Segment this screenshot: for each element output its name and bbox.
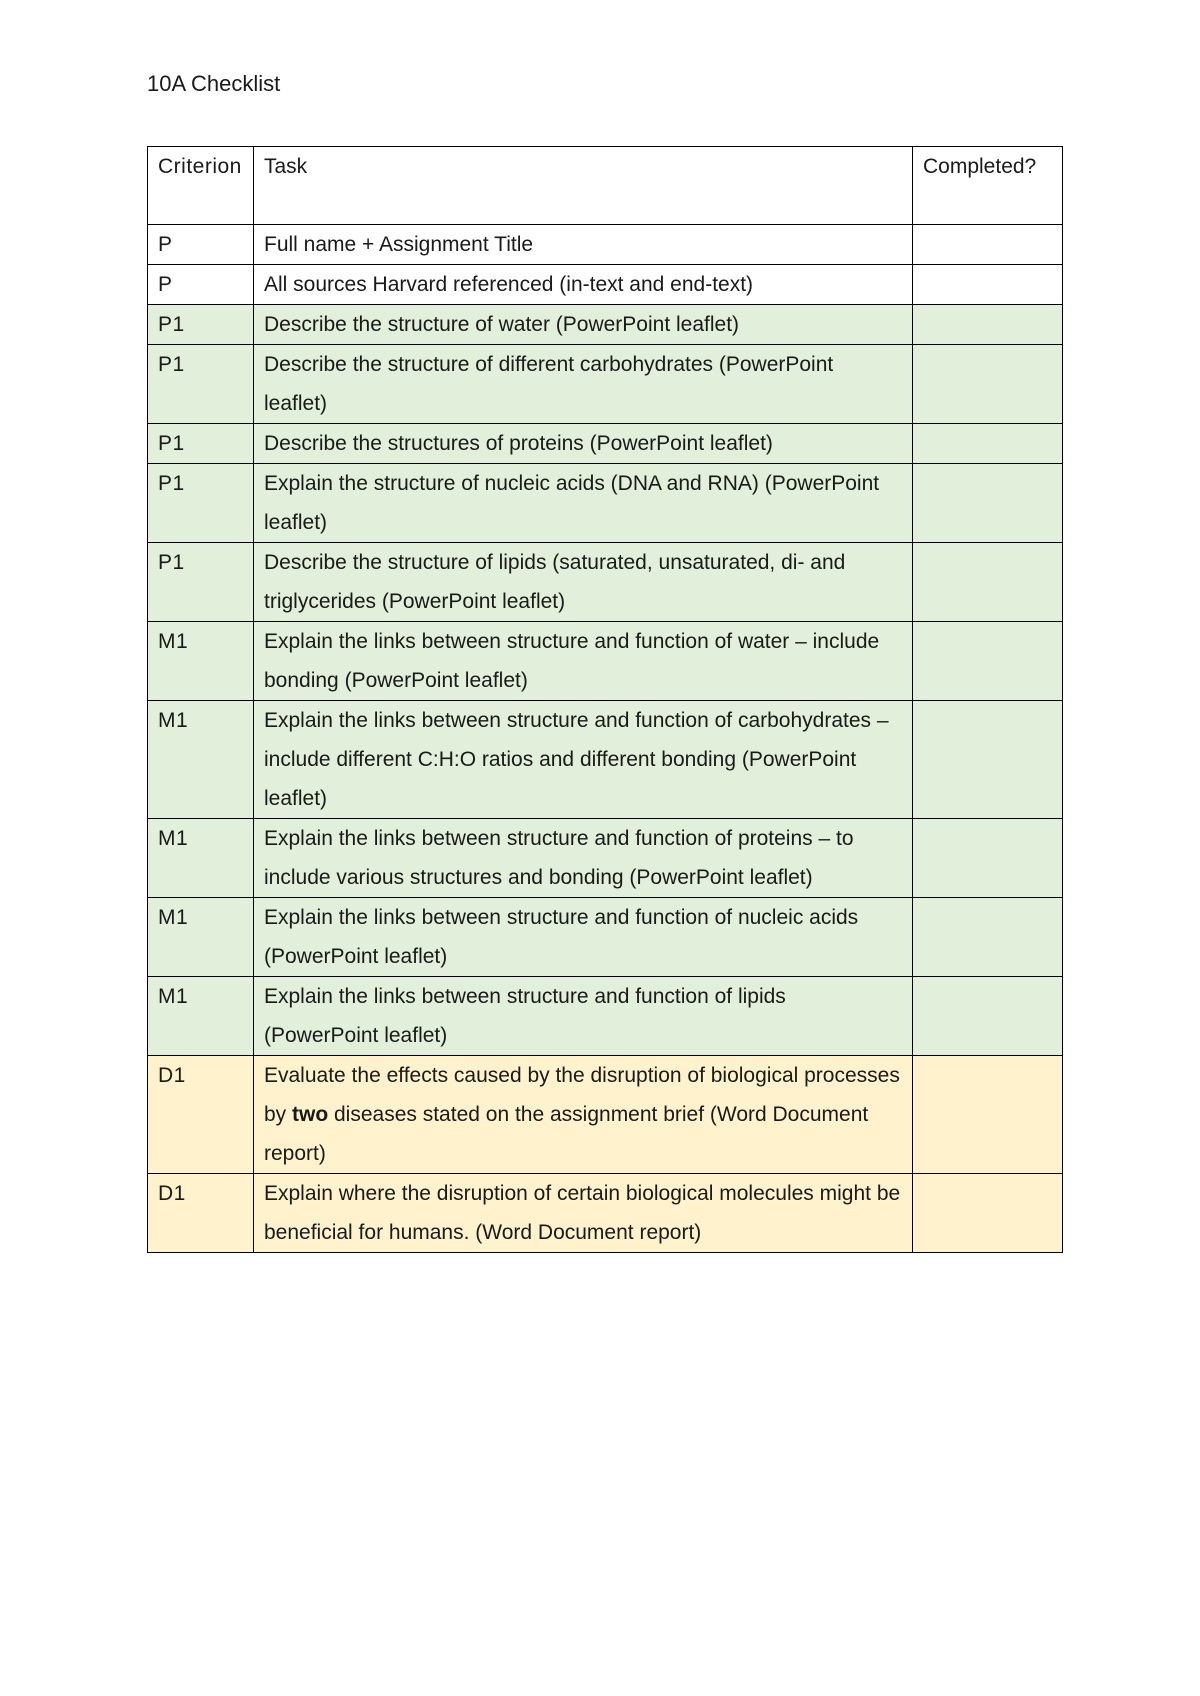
header-task: Task [254,147,913,225]
table-header-row [148,147,1063,225]
criterion-cell: P1 [148,305,254,345]
header-criterion: Criterion [148,147,254,225]
document-title: 10A Checklist [147,71,281,96]
table-row [148,345,1063,424]
completed-cell[interactable] [913,345,1063,424]
criterion-cell: P1 [148,424,254,464]
completed-cell[interactable] [913,1056,1063,1174]
checklist-table [147,146,1063,1253]
header-completed: Completed? [913,147,1063,225]
task-cell: Explain the links between structure and function of proteins – to include various structures and bonding (PowerPoint leaflet) [254,819,913,898]
completed-cell[interactable] [913,898,1063,977]
table-row [148,898,1063,977]
criterion-cell: P1 [148,345,254,424]
table-row [148,265,1063,305]
table-row [148,1056,1063,1174]
completed-cell[interactable] [913,225,1063,265]
completed-cell[interactable] [913,1174,1063,1253]
table-row [148,1174,1063,1253]
completed-cell[interactable] [913,543,1063,622]
task-text-emphasis: two [292,1103,329,1126]
task-cell: Explain the links between structure and function of lipids (PowerPoint leaflet) [254,977,913,1056]
table-row [148,977,1063,1056]
completed-cell[interactable] [913,265,1063,305]
completed-cell[interactable] [913,701,1063,819]
criterion-cell: D1 [148,1056,254,1174]
criterion-cell: M1 [148,898,254,977]
task-cell [254,1056,913,1174]
table-row [148,701,1063,819]
table-row [148,819,1063,898]
criterion-cell: P1 [148,543,254,622]
task-cell: Full name + Assignment Title [254,225,913,265]
table-row [148,622,1063,701]
completed-cell[interactable] [913,622,1063,701]
criterion-cell: P [148,225,254,265]
task-cell: Describe the structure of water (PowerPoint leaflet) [254,305,913,345]
criterion-cell: M1 [148,819,254,898]
task-cell: Explain where the disruption of certain biological molecules might be beneficial for humans. (Word Document report) [254,1174,913,1253]
task-cell: Explain the links between structure and function of water – include bonding (PowerPoint leaflet) [254,622,913,701]
task-text-after: diseases stated on the assignment brief (Word Document report) [264,1103,869,1165]
task-cell: Describe the structure of different carbohydrates (PowerPoint leaflet) [254,345,913,424]
completed-cell[interactable] [913,819,1063,898]
completed-cell[interactable] [913,464,1063,543]
completed-cell[interactable] [913,305,1063,345]
criterion-cell: D1 [148,1174,254,1253]
task-cell: Explain the links between structure and function of carbohydrates – include different C:H:O ratios and different bonding (PowerPoint leaflet) [254,701,913,819]
criterion-cell: M1 [148,977,254,1056]
table-row [148,305,1063,345]
task-cell: Explain the structure of nucleic acids (DNA and RNA) (PowerPoint leaflet) [254,464,913,543]
task-cell: Describe the structures of proteins (PowerPoint leaflet) [254,424,913,464]
criterion-cell: P [148,265,254,305]
table-row [148,424,1063,464]
criterion-cell: M1 [148,701,254,819]
table-row [148,464,1063,543]
criterion-cell: M1 [148,622,254,701]
task-text-before: Evaluate the effects caused by the disruption of biological processes by [264,1064,900,1126]
table-row [148,225,1063,265]
criterion-cell: P1 [148,464,254,543]
completed-cell[interactable] [913,424,1063,464]
task-cell: Explain the links between structure and function of nucleic acids (PowerPoint leaflet) [254,898,913,977]
completed-cell[interactable] [913,977,1063,1056]
task-cell: All sources Harvard referenced (in-text and end-text) [254,265,913,305]
task-cell: Describe the structure of lipids (saturated, unsaturated, di- and triglycerides (PowerPoint leaflet) [254,543,913,622]
table-row [148,543,1063,622]
